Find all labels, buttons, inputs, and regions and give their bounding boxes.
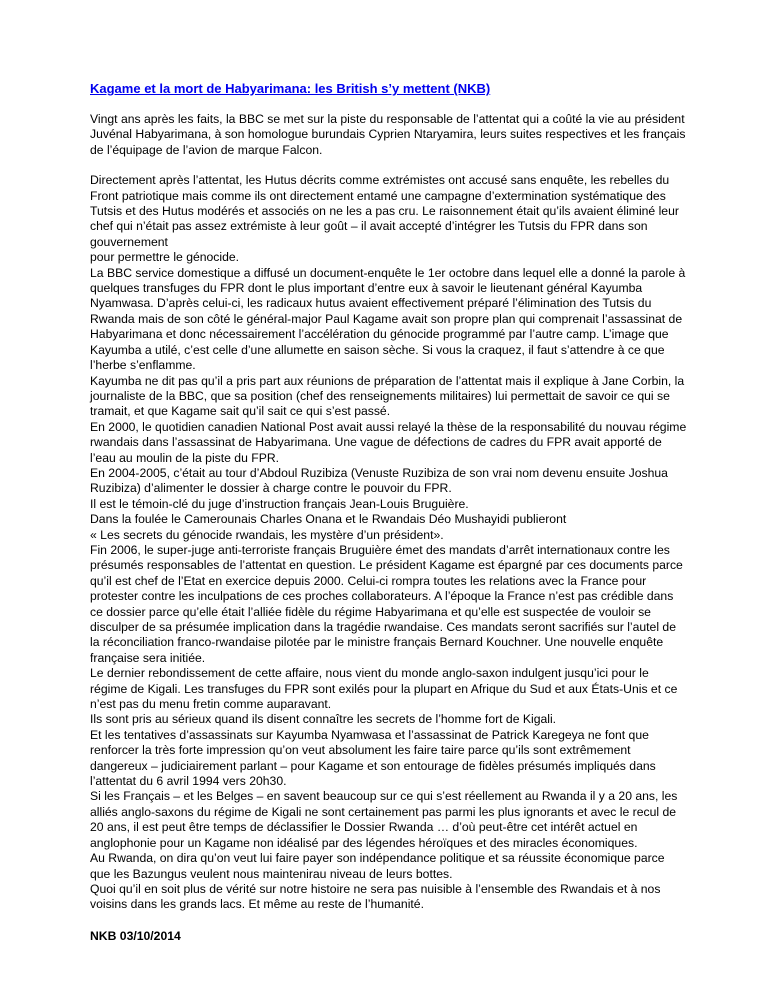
body-paragraph: « Les secrets du génocide rwandais, les mystère d’un président». <box>90 527 444 542</box>
body-paragraph: pour permettre le génocide. <box>90 250 240 265</box>
article-title-link[interactable]: Kagame et la mort de Habyarimana: les British s’y mettent (NKB) <box>90 81 491 96</box>
intro-paragraph: Vingt ans après les faits, la BBC se met sur la piste du responsable de l’attentat qui a coûté la vie au président Juvénal Habyarimana, à son homologue burundais Cyprien Ntaryamira, leurs suites respectives et les français de l’équipage de l’avion de marque Falcon. <box>90 112 686 157</box>
body-paragraph: En 2004-2005, c’était au tour d’Abdoul Ruzibiza (Venuste Ruzibiza de son vrai nom devenu ensuite Joshua Ruzibiza) d’alimenter le dossier à charge contre le pouvoir du FPR. <box>90 465 668 496</box>
document-page <box>90 80 688 944</box>
body-paragraph: Ils sont pris au sérieux quand ils disent connaître les secrets de l’homme fort de Kigali. <box>90 712 557 727</box>
body-paragraph: Et les tentatives d’assassinats sur Kayumba Nyamwasa et l’assassinat de Patrick Karegeya ne font que renforcer la très forte impression qu’on veut absolument les faire taire parce qu’ils sont extrêmement dangereux – judiciairement parlant – pour Kagame et son entourage de fidèles présumés impliqués dans l’attentat du 6 avril 1994 vers 20h30. <box>90 727 656 789</box>
body-paragraph: Dans la foulée le Camerounais Charles Onana et le Rwandais Déo Mushayidi publieront <box>90 512 567 527</box>
body-paragraph: En 2000, le quotidien canadien National Post avait aussi relayé la thèse de la responsabilité du nouvau régime rwandais dans l’assassinat de Habyarimana. Une vague de défections de cadres du FPR avait apporté de l’eau au moulin de la piste du FPR. <box>90 419 687 465</box>
signature: NKB 03/10/2014 <box>90 928 181 943</box>
body-paragraph: Il est le témoin-clé du juge d’instruction français Jean-Louis Bruguière. <box>90 496 469 511</box>
body-paragraph: Au Rwanda, on dira qu’on veut lui faire payer son indépendance politique et sa réussite économique parce que les Bazungus veulent nous maintenirau niveau de leurs bottes. <box>90 851 665 881</box>
body-paragraph: Kayumba ne dit pas qu’il a pris part aux réunions de préparation de l’attentat mais il explique à Jane Corbin, la journaliste de la BBC, que sa position (chef des renseignements militaires) lui permettait de savoir ce qui se tramait, et que Kagame sait qu’il sait ce qui s’est passé. <box>90 373 685 419</box>
body-paragraph: Si les Français – et les Belges – en savent beaucoup sur ce qui s’est réellement au Rwanda il y a 20 ans, les alliés anglo-saxons du régime de Kigali ne sont certainement pas parmi les plus ignorants et avec le recul de 20 ans, il est peut être temps de déclassifier le Dossier Rwanda … d’où peut-être cet intérêt actuel en anglophonie pour un Kagame non idéalisé par des légendes héroïques et des miracles économiques. <box>90 789 678 850</box>
article-body <box>90 173 688 913</box>
body-paragraph: Quoi qu’il en soit plus de vérité sur notre histoire ne sera pas nuisible à l’ensemble des Rwandais et à nos voisins dans les grands lacs. Et même au reste de l’humanité. <box>90 881 661 912</box>
body-paragraph: Le dernier rebondissement de cette affaire, nous vient du monde anglo-saxon indulgent jusqu’ici pour le régime de Kigali. Les transfuges du FPR sont exilés pour la plupart en Afrique du Sud et aux États-Unis et ce n’est pas du menu fretin comme auparavant. <box>90 666 678 712</box>
body-paragraph: La BBC service domestique a diffusé un document-enquête le 1er octobre dans lequel elle a donné la parole à quelques transfuges du FPR dont le plus important d’entre eux à savoir le lieutenant général Kayumba Nyamwasa. D’après celui-ci, les radicaux hutus avaient effectivement préparé l’élimination des Tutsis du Rwanda mais de son côté le général-major Paul Kagame avait son propre plan qui comprenait l’assassinat de Habyarimana et donc nécessairement l’accélération du génocide programmé par l’autre camp. L’image que Kayumba a utilé, c’est celle d’une allumette en saison sèche. Si vous la craquez, il faut s’attendre à ce que l’herbe s’enflamme. <box>90 265 686 373</box>
body-paragraph: Directement après l’attentat, les Hutus décrits comme extrémistes ont accusé sans enquête, les rebelles du Front patriotique mais comme ils ont directement entamé une campagne d’extermination systématique des Tutsis et des Hutus modérés et associés on ne les a pas cru. Le raisonnement était qu’ils avaient éliminé leur chef qui n’était pas assez extrémiste à leur goût – il avait accepté d’intégrer les Tutsis du FPR dans son gouvernement <box>90 173 679 249</box>
body-paragraph: Fin 2006, le super-juge anti-terroriste français Bruguière émet des mandats d’arrêt internationaux contre les présumés responsables de l’attentat en question. Le président Kagame est épargné par ces documents parce qu’il est chef de l’Etat en exercice depuis 2000. Celui-ci rompra toutes les relations avec la France pour protester contre les inculpations de ces proches collaborateurs. A l’époque la France n’est pas crédible dans ce dossier parce qu’elle était l’alliée fidèle du régime Habyarimana et qu’elle est suspectée de vouloir se disculper de sa présumée implication dans la tragédie rwandaise. Ces mandats seront sacrifiés sur l’autel de la réconciliation franco-rwandaise pilotée par le ministre français Bernard Kouchner. Une nouvelle enquête française sera initiée. <box>90 542 683 665</box>
